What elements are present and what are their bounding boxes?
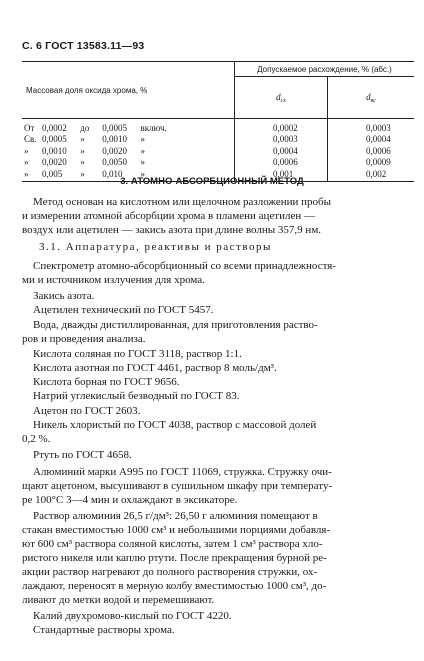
text-line: стакан вместимостью 1000 см³ и небольшими порциями добавля- [22,524,331,536]
table-value: 0,0006 [273,157,298,168]
text-line: ют 600 см³ раствора соляной кислоты, затем 1 см³ раствора хло- [22,538,323,550]
text-line: Ацетилен технический по ГОСТ 5457. [22,304,214,316]
table-row: » 0,0010 » 0,0020 » [24,145,145,156]
text-line: ров и проведения анализа. [22,333,146,345]
text-line: Раствор алюминия 26,5 г/дм³: 26,50 г алюминия помещают в [22,510,318,522]
text-line: ми и источником излучения для хрома. [22,274,205,286]
text-line: Закись азота. [22,290,95,302]
dsx-symbol: d [276,91,281,102]
table-row: » 0,0020 » 0,0050 » [24,157,145,168]
table-dvs-cell [328,119,415,182]
text-line: Ацетон по ГОСТ 2603. [22,405,141,417]
dvs-subscript: вс [370,97,376,104]
text-line: и измерении атомной абсорбции хрома в пламени ацетилен — [22,210,315,222]
table-value: 0,002 [366,168,387,179]
table-value: 0,001 [273,168,294,179]
text-line: щают ацетоном, высушивают в сушильном шкафу при температу- [22,480,333,492]
tolerance-table [22,61,414,182]
dsx-subscript: сх [280,97,286,104]
table-value: 0,0004 [366,134,391,145]
text-line: Спектрометр атомно-абсорбционный со всеми принадлежностя- [22,260,336,272]
text-line: Кислота борная по ГОСТ 9656. [22,376,180,388]
text-line: лаждают, переносят в мерную колбу вместимостью 1000 см³, до- [22,580,327,592]
text-line: Вода, дважды дистиллированная, для приготовления раство- [22,319,318,331]
subsection-heading: 3.1. Аппаратура, реактивы и растворы [22,241,272,253]
table-value: 0,0003 [273,134,298,145]
text-line: Стандартные растворы хрома. [22,624,175,636]
text-line: Кислота соляная по ГОСТ 3118, раствор 1:1. [22,348,242,360]
table-value: 0,0004 [273,145,298,156]
text-line: Кислота азотная по ГОСТ 4461, раствор 8 моль/дм³. [22,362,277,374]
text-line: Ртуть по ГОСТ 4658. [22,449,132,461]
text-line: воздух или ацетилен — закись азота при длине волны 357,9 нм. [22,224,322,236]
table-row: Св. 0,0005 » 0,0010 » [24,134,145,145]
table-ranges-cell [22,119,235,182]
table-header-mass-fraction: Массовая доля оксида хрома, % [22,62,235,119]
table-row: От 0,0002 до 0,0005 включ. [24,123,167,133]
dvs-symbol: d [366,91,371,102]
text-line: ристого никеля или каплю ртути. После прекращения бурной ре- [22,552,327,564]
table-header-tolerance: Допускаемое расхождение, % (абс.) [235,62,415,77]
text-line: Метод основан на кислотном или щелочном разложении пробы [22,196,332,208]
table-value: 0,0002 [273,123,298,133]
text-line: Натрий углекислый безводный по ГОСТ 83. [22,390,240,402]
section-title: 3. АТОМНО-АБСОРБЦИОННЫЙ МЕТОД [120,176,304,187]
text-line: ливают до метки водой и перемешивают. [22,594,215,606]
table-value: 0,0009 [366,157,391,168]
table-dsx-cell [235,119,328,182]
text-line: 0,2 %. [22,433,51,445]
page-header: С. 6 ГОСТ 13583.11—93 [22,40,145,52]
table-value: 0,0003 [366,123,391,133]
table-row: » 0,005 » 0,010 » [24,168,145,179]
text-line: акции раствор нагревают до полного растворения стружки, ох- [22,566,318,578]
text-line: Калий двухромово-кислый по ГОСТ 4220. [22,610,232,622]
text-line: Алюминий марки А995 по ГОСТ 11069, стружка. Стружку очи- [22,466,332,478]
table-value: 0,0006 [366,145,391,156]
text-line: Никель хлористый по ГОСТ 4038, раствор с массовой долей [22,419,317,431]
table-header-dsx [235,77,328,119]
text-line: ре 100°С 3—4 мин и охлаждают в эксикаторе. [22,494,238,506]
table-header-dvs [328,77,415,119]
